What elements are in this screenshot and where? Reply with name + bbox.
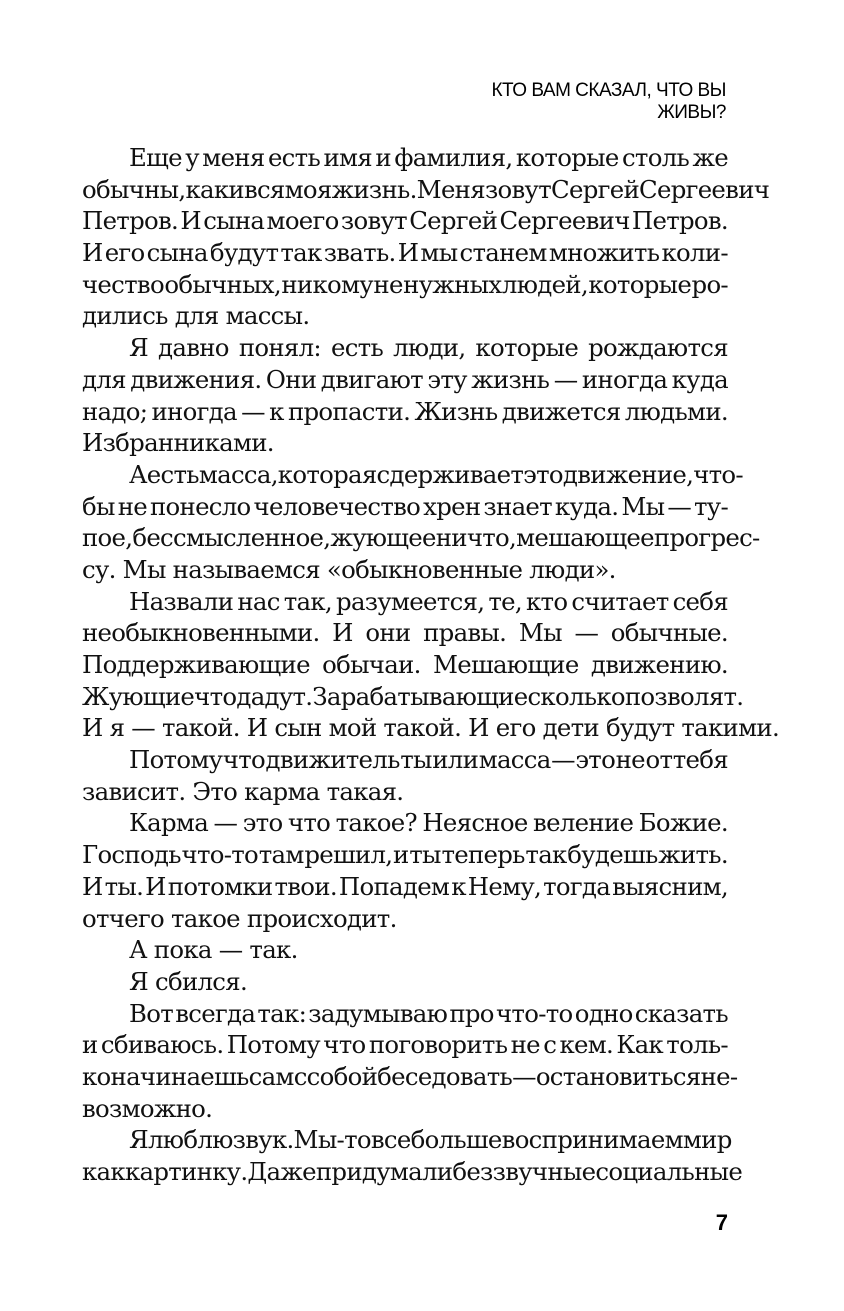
text-line: Карма — это что такое? Неясное веление Божие.	[129, 808, 728, 838]
text-line: Петров. И сына моего зовут Сергей Сергеевич Петров.	[82, 206, 728, 236]
text-line: су. Мы называемся «обыкновенные люди».	[82, 554, 616, 584]
text-line: и сбиваюсь. Потому что поговорить не с кем. Как толь-	[82, 1030, 728, 1060]
text-line: бы не понесло человечество хрен знает куда. Мы — ту-	[82, 491, 728, 521]
text-line: Избранниками.	[82, 428, 274, 458]
text-line: чество обычных, никому не нужных людей, которые ро-	[82, 269, 728, 299]
text-line: обычны, как и вся моя жизнь. Меня зовут Сергей Сергеевич	[82, 174, 770, 204]
text-line: Еще у меня есть имя и фамилия, которые столь же	[129, 143, 728, 172]
text-line: Вот всегда так: задумываю про что-то одно сказать	[129, 998, 728, 1028]
text-line: Я сбился.	[129, 966, 247, 996]
text-line: И я — такой. И сын мой такой. И его дети будут такими.	[82, 713, 779, 743]
running-head: КТО ВАМ СКАЗАЛ, ЧТО ВЫ ЖИВЫ?	[491, 80, 726, 123]
text-line: пое, бессмысленное, жующее ничто, мешающее прогрес-	[82, 523, 760, 553]
text-line: Я люблю звук. Мы-то все больше воспринимаем мир	[129, 1125, 732, 1155]
text-line: И его сына будут так звать. И мы станем множить коли-	[82, 238, 728, 268]
text-line: дились для массы.	[82, 301, 310, 331]
text-line: зависит. Это карма такая.	[82, 776, 404, 806]
page-number: 7	[715, 1210, 728, 1235]
text-line: Поддерживающие обычаи. Мешающие движению.	[82, 650, 728, 679]
text-line: возможно.	[82, 1093, 213, 1123]
text-line: Жующие что дадут. Зарабатывающие сколько позволят.	[82, 681, 744, 711]
text-line: отчего такое происходит.	[82, 903, 397, 933]
text-line: Назвали нас так, разумеется, те, кто считает себя	[129, 586, 728, 616]
text-line: Потому что движитель ты или масса — это не от тебя	[129, 745, 728, 775]
text-line: А пока — так.	[129, 935, 298, 965]
text-line: Я давно понял: есть люди, которые рождаются	[129, 333, 728, 363]
text-line: А есть масса, которая сдерживает это движение, что-	[129, 459, 743, 489]
text-line: необыкновенными. И они правы. Мы — обычные.	[82, 618, 728, 648]
text-line: как картинку. Даже придумали беззвучные социальные	[82, 1157, 743, 1186]
text-line: ко начинаешь сам с собой беседовать — остановиться не-	[82, 1061, 738, 1091]
text-line: для движения. Они двигают эту жизнь — иногда куда	[82, 364, 728, 394]
text-line: надо; иногда — к пропасти. Жизнь движется людьми.	[82, 396, 728, 426]
text-line: И ты. И потомки твои. Попадем к Нему, тогда выясним,	[82, 871, 728, 901]
text-line: Господь что-то там решил, и ты теперь так будешь жить.	[82, 840, 728, 870]
body-text	[82, 142, 779, 1188]
